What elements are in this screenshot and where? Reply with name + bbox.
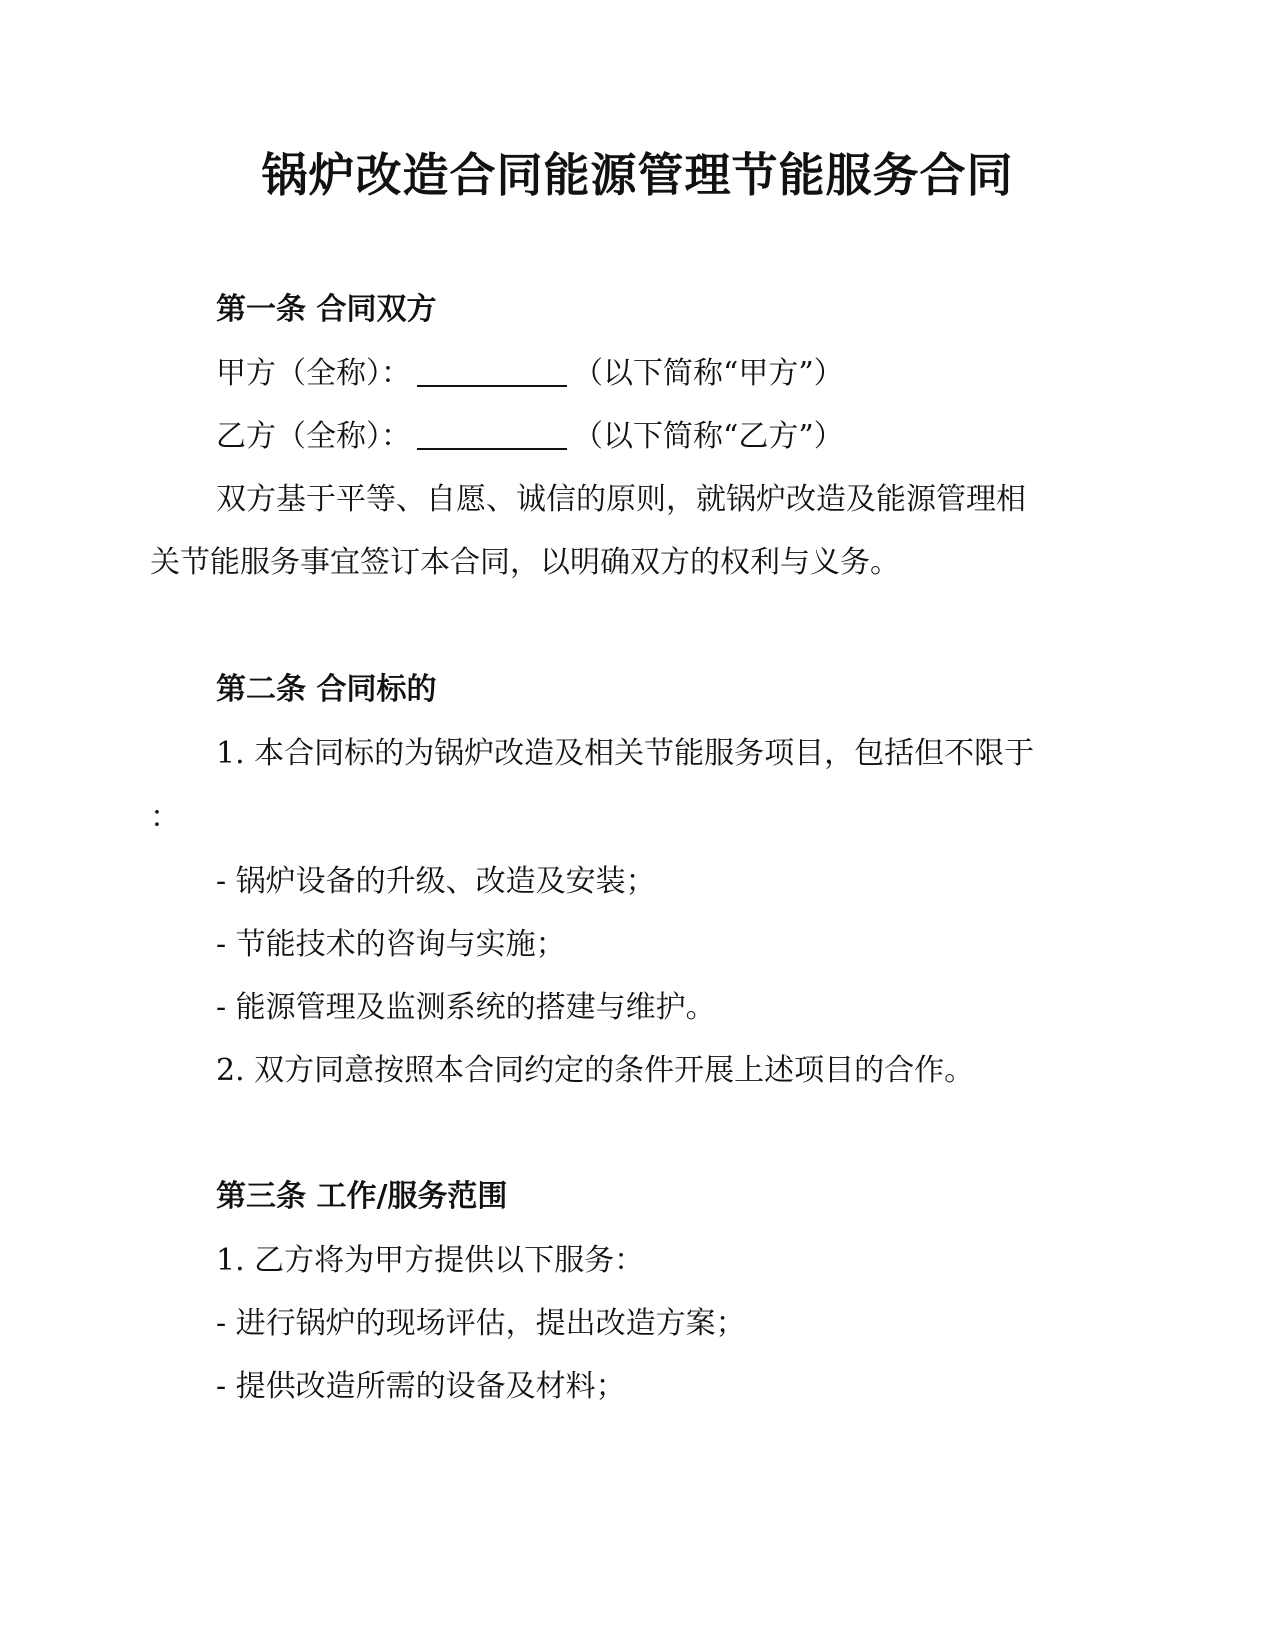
article-3-bullet-1: - 进行锅炉的现场评估，提出改造方案； bbox=[216, 1306, 746, 1341]
party-b-suffix: （以下简称“乙方”） bbox=[573, 419, 844, 454]
article-2-heading: 第二条 合同标的 bbox=[216, 672, 437, 707]
article-2-item-2: 2. 双方同意按照本合同约定的条件开展上述项目的合作。 bbox=[216, 1053, 975, 1088]
article-1-paragraph-line-1: 双方基于平等、自愿、诚信的原则，就锅炉改造及能源管理相 bbox=[216, 482, 1026, 517]
party-a-label: 甲方（全称）： bbox=[216, 356, 411, 391]
article-3-item-1: 1. 乙方将为甲方提供以下服务： bbox=[216, 1243, 645, 1278]
article-2-bullet-1: - 锅炉设备的升级、改造及安装； bbox=[216, 864, 656, 899]
party-b-label: 乙方（全称）： bbox=[216, 419, 411, 454]
article-2-bullet-2: - 节能技术的咨询与实施； bbox=[216, 927, 566, 962]
article-2-item-1-line-2: ： bbox=[150, 800, 180, 835]
article-2-item-1-line-1: 1. 本合同标的为锅炉改造及相关节能服务项目，包括但不限于 bbox=[216, 736, 1035, 771]
article-3-bullet-2: - 提供改造所需的设备及材料； bbox=[216, 1369, 626, 1404]
article-1-heading: 第一条 合同双方 bbox=[216, 292, 437, 327]
party-a-name-blank[interactable] bbox=[417, 355, 567, 387]
party-a-suffix: （以下简称“甲方”） bbox=[573, 356, 844, 391]
article-2-bullet-3: - 能源管理及监测系统的搭建与维护。 bbox=[216, 990, 716, 1025]
party-a-line bbox=[216, 354, 844, 394]
party-b-name-blank[interactable] bbox=[417, 418, 567, 450]
party-b-line bbox=[216, 417, 844, 457]
article-1-paragraph-line-2: 关节能服务事宜签订本合同，以明确双方的权利与义务。 bbox=[150, 545, 900, 580]
document-title: 锅炉改造合同能源管理节能服务合同 bbox=[261, 148, 1014, 202]
article-3-heading: 第三条 工作/服务范围 bbox=[216, 1179, 508, 1214]
